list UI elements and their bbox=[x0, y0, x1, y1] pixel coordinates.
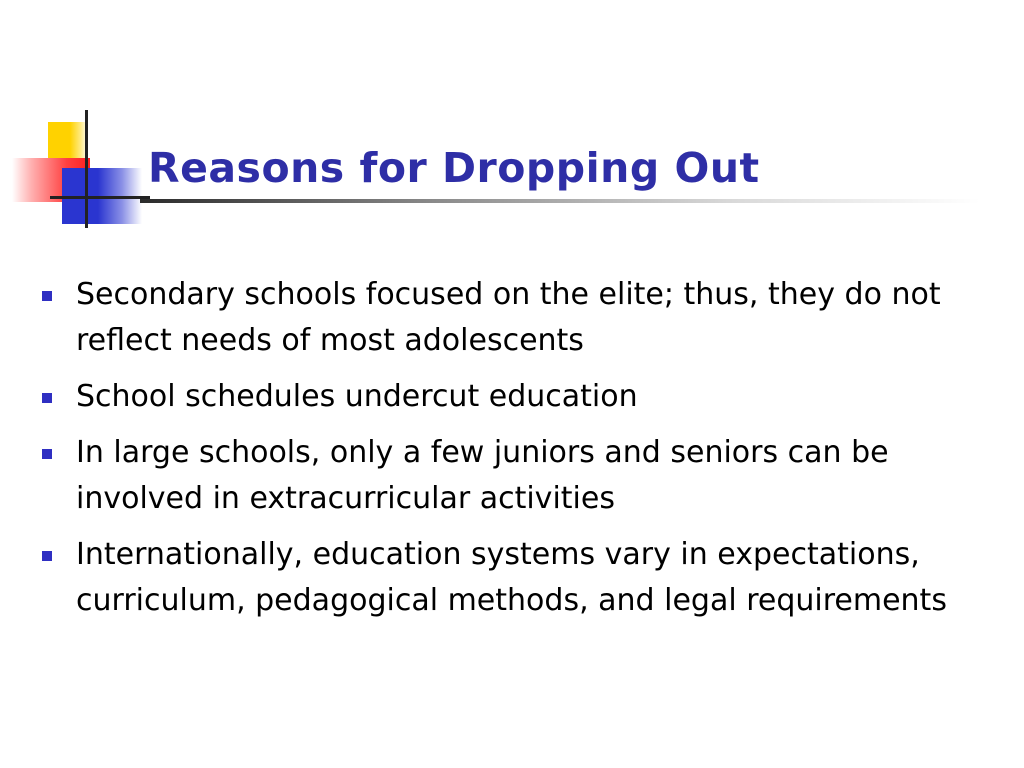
list-item bbox=[38, 272, 998, 364]
bullet-text: In large schools, only a few juniors and seniors can be involved in extracurricular activities bbox=[76, 435, 889, 516]
list-item bbox=[38, 532, 998, 624]
vertical-rule bbox=[85, 110, 88, 228]
title-underline bbox=[140, 199, 980, 203]
square-bullet-icon bbox=[42, 551, 52, 561]
list-item bbox=[38, 374, 998, 420]
horizontal-rule bbox=[50, 196, 150, 199]
bullet-list bbox=[38, 272, 998, 634]
square-bullet-icon bbox=[42, 291, 52, 301]
bullet-text: Internationally, education systems vary in expectations, curriculum, pedagogical methods, and legal requirements bbox=[76, 537, 947, 618]
square-bullet-icon bbox=[42, 393, 52, 403]
bullet-text: School schedules undercut education bbox=[76, 379, 638, 414]
list-item bbox=[38, 430, 998, 522]
square-bullet-icon bbox=[42, 449, 52, 459]
slide-title: Reasons for Dropping Out bbox=[148, 144, 760, 192]
bullet-text: Secondary schools focused on the elite; thus, they do not reflect needs of most adolescents bbox=[76, 277, 941, 358]
